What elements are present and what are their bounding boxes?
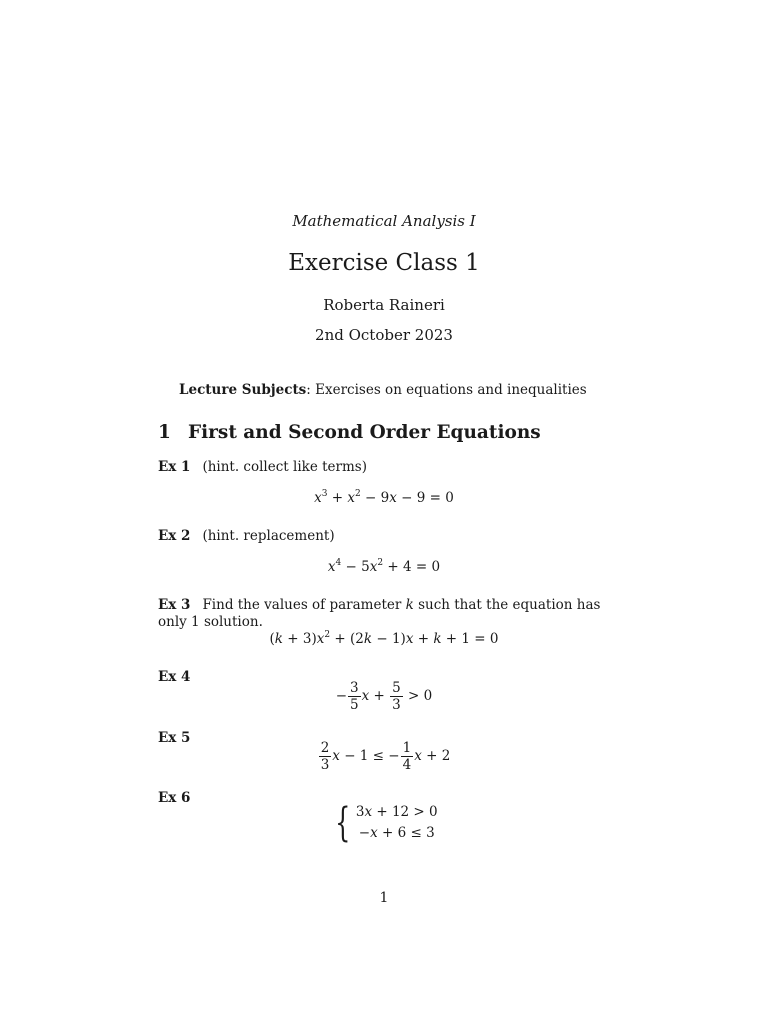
author-name: Roberta Raineri xyxy=(323,296,445,314)
exercise-text: such that the equation has only 1 solution. xyxy=(158,597,601,630)
course-name: Mathematical Analysis I xyxy=(292,212,476,230)
equation-5: $\frac{2}{3}$ x − 1 ≤ − $\frac{1}{4}$ x + 2 xyxy=(320,740,451,773)
exercise-label: Ex 1 xyxy=(158,459,191,475)
equation-1: $x^3 + x^2 - 9x - 9 = 0$ xyxy=(314,489,454,506)
exercise-hint: (hint. replacement) xyxy=(202,528,335,544)
exercise-label: Ex 3 xyxy=(158,597,191,613)
lecture-subjects-text: : Exercises on equations and inequalities xyxy=(306,382,587,398)
exercise-label: Ex 2 xyxy=(158,528,191,544)
equation-2: $x^4 - 5x^2 + 4 = 0$ xyxy=(327,558,441,575)
section-number: 1 xyxy=(158,422,171,443)
section-title: First and Second Order Equations xyxy=(188,422,541,443)
exercise-label: Ex 4 xyxy=(158,669,191,685)
exercise-text: Find the values of parameter xyxy=(202,597,406,613)
equation-6: { 3x + 12 > 0 −x + 6 ≤ 3 xyxy=(335,800,438,846)
exercise-parameter: k xyxy=(405,597,414,613)
exercise-2 xyxy=(158,528,618,545)
exercise-3 xyxy=(158,597,618,631)
document-date: 2nd October 2023 xyxy=(315,326,453,344)
document-title: Exercise Class 1 xyxy=(288,250,480,276)
page-number: 1 xyxy=(379,890,389,906)
equation-4: − $\frac{3}{5}$ x + $\frac{5}{3}$ > 0 xyxy=(335,680,433,713)
section-heading xyxy=(158,422,541,443)
lecture-subjects xyxy=(179,382,587,398)
exercise-label: Ex 6 xyxy=(158,790,191,806)
exercise-label: Ex 5 xyxy=(158,730,191,746)
equation-3: $(k + 3)x^2 + (2k - 1)x + k + 1 = 0$ xyxy=(269,630,499,647)
exercise-1 xyxy=(158,459,618,476)
exercise-hint: (hint. collect like terms) xyxy=(202,459,367,475)
lecture-subjects-label: Lecture Subjects xyxy=(179,382,307,398)
